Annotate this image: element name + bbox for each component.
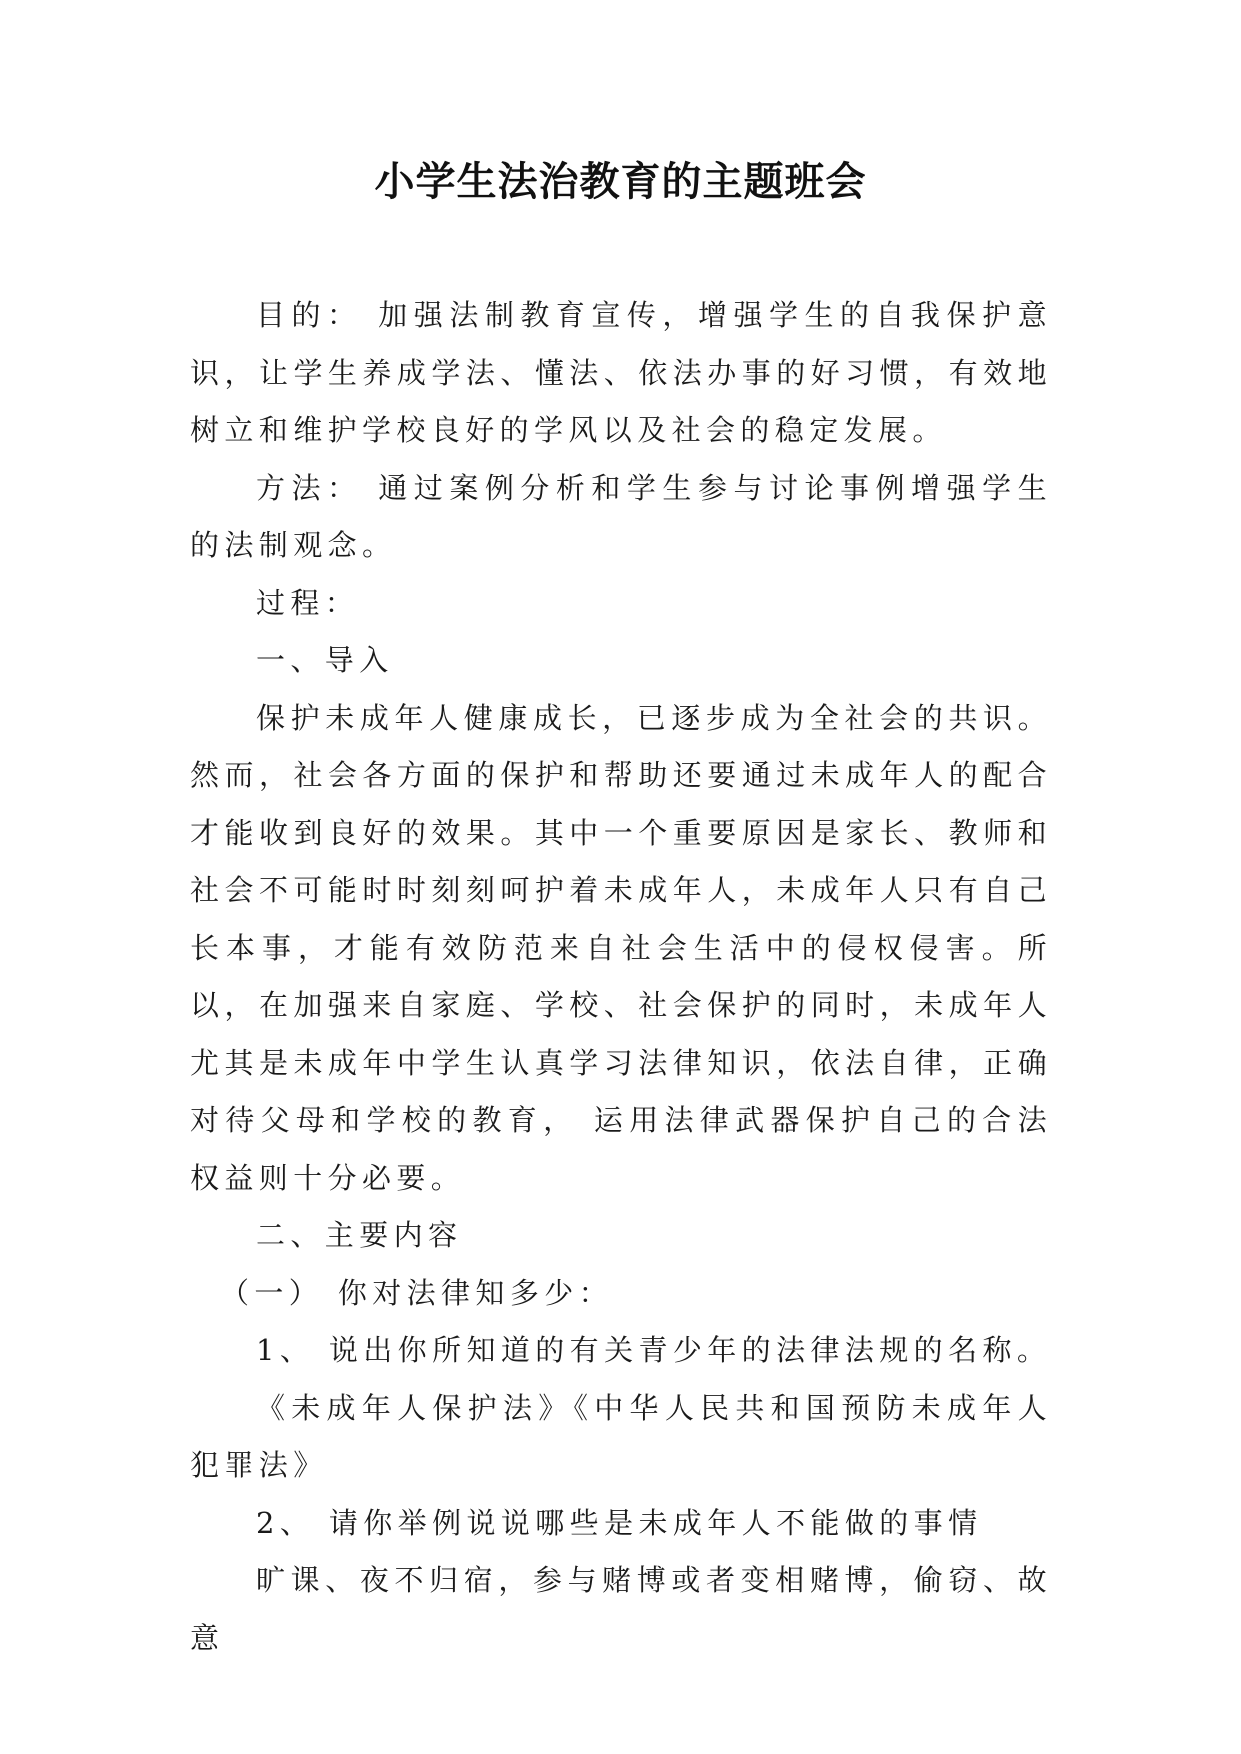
subheading-law-knowledge: （一） 你对法律知多少：: [220, 1275, 614, 1310]
question-2: 2、 请你举例说说哪些是未成年人不能做的事情: [256, 1505, 983, 1540]
answer-2: 旷课、夜不归宿，参与赌博或者变相赌博，偷窃、故意: [190, 1563, 1052, 1655]
heading-introduction: 一、导入: [256, 643, 394, 677]
paragraph-purpose: 目的： 加强法制教育宣传，增强学生的自我保护意识，让学生养成学法、懂法、依法办事的好习惯，有效地树立和维护学校良好的学风以及社会的稳定发展。: [190, 298, 1052, 447]
document-title: 小学生法治教育的主题班会: [374, 159, 867, 205]
document-body: [190, 287, 1052, 1667]
question-1: 1、 说出你所知道的有关青少年的法律法规的名称。: [256, 1333, 1052, 1367]
paragraph-introduction: 保护未成年人健康成长，已逐步成为全社会的共识。然而，社会各方面的保护和帮助还要通过未成年人的配合才能收到良好的效果。其中一个重要原因是家长、教师和社会不可能时时刻刻呵护着未成年人，未成年人只有自己长本事，才能有效防范来自社会生活中的侵权侵害。所以，在加强来自家庭、学校、社会保护的同时，未成年人尤其是未成年中学生认真学习法律知识，依法自律，正确对待父母和学校的教育， 运用法律武器保护自己的合法权益则十分必要。: [190, 700, 1052, 1195]
heading-main-content: 二、主要内容: [256, 1218, 463, 1252]
answer-1: 《未成年人保护法》《中华人民共和国预防未成年人犯罪法》: [190, 1390, 1052, 1482]
paragraph-method: 方法： 通过案例分析和学生参与讨论事例增强学生的法制观念。: [190, 470, 1052, 562]
paragraph-process: 过程：: [256, 585, 360, 620]
